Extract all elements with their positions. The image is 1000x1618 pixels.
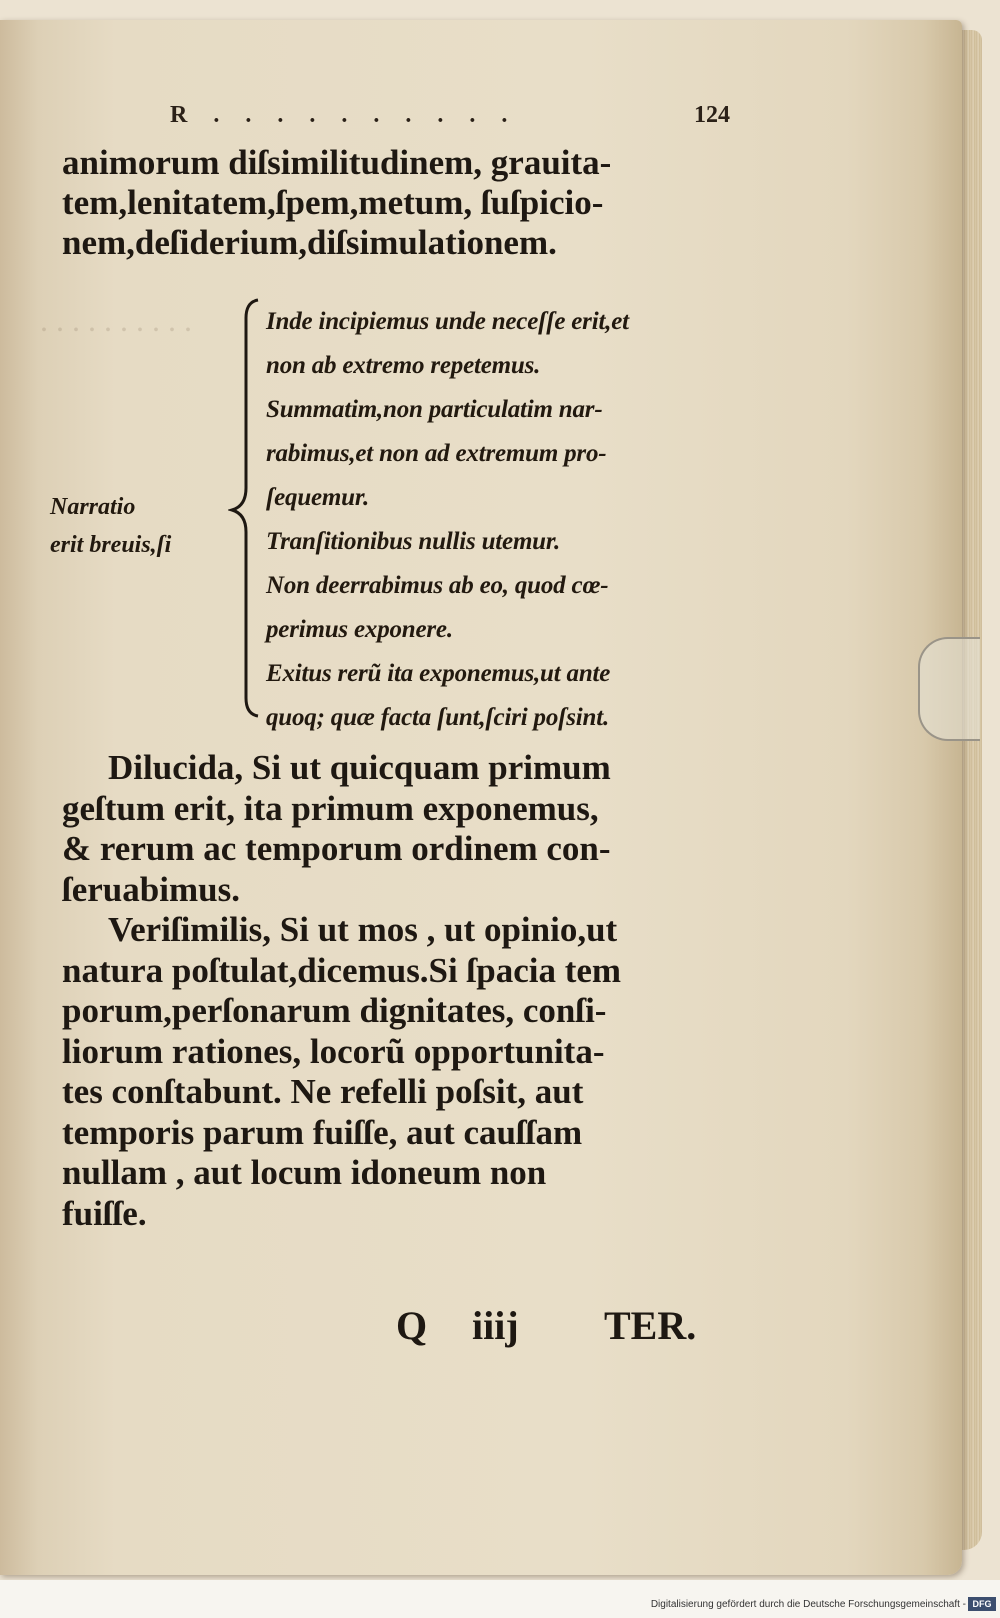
digitization-credit: Digitalisierung gefördert durch die Deutsche Forschungsgemeinschaft - [650,1599,966,1610]
dfg-logo-icon: DFG [968,1597,996,1611]
text-line: porum,perſonarum dignitates, conſi- [62,991,607,1030]
folio-number: 124 [694,102,730,128]
text-line: liorum rationes, locorũ opportunita- [62,1031,605,1071]
italic-list [266,300,629,740]
text-line: fuiſſe. [62,1193,147,1233]
italic-line: Tranſitionibus nullis utemur. [266,528,561,555]
side-note [50,488,171,564]
italic-line: Inde incipiemus unde neceſſe erit,et [266,308,629,335]
italic-line: non ab extremo repetemus. [266,352,541,379]
text-line: Veriſimilis, Si ut mos , ut opinio,ut [108,910,618,949]
signature-line [396,1302,736,1352]
italic-line: Summatim,non particulatim nar- [266,396,603,423]
text-line: natura poſtulat,dicemus.Si ſpacia tem [62,950,622,990]
catchword: TER. [604,1303,697,1348]
italic-line: rabimus,et non ad extremum pro- [266,440,607,467]
text-line: tes conſtabunt. Ne refelli poſsit, aut [62,1072,584,1111]
running-title: R . . . . . . . . . . [170,102,518,128]
text-line: & rerum ac temporum ordinem con- [62,829,611,868]
signature-mark: Q [396,1303,428,1348]
page-header [170,102,730,132]
top-text-block [62,143,742,263]
italic-line: Non deerrabimus ab eo, quod cœ- [266,572,609,599]
body-text-block [62,748,742,1234]
text-line: ſeruabimus. [62,869,240,909]
signature-number: iiij [472,1303,519,1348]
curly-brace [228,298,262,718]
italic-line: ſequemur. [266,484,370,511]
bleed-through-text: . . . . . . . . . . [40,302,192,338]
text-line: Dilucida, Si ut quicquam primum [108,748,611,787]
text-line: geſtum erit, ita primum exponemus, [62,788,599,828]
text-line: nem,deſiderium,diſsimulationem. [62,223,557,262]
page-clip [918,637,980,741]
italic-line: quoq; quæ facta ſunt,ſciri poſsint. [266,704,610,731]
side-note-line: erit breuis,ſi [50,532,172,558]
text-line: tem,lenitatem,ſpem,metum, ſuſpicio- [62,183,604,222]
text-line: temporis parum fuiſſe, aut cauſſam [62,1112,583,1152]
italic-line: perimus exponere. [266,616,453,643]
page-edges [960,30,982,1550]
side-note-line: Narratio [50,494,136,520]
text-line: nullam , aut locum idoneum non [62,1153,547,1192]
italic-line: Exitus rerũ ita exponemus,ut ante [266,660,611,687]
text-line: animorum diſsimilitudinem, grauita- [62,143,612,182]
